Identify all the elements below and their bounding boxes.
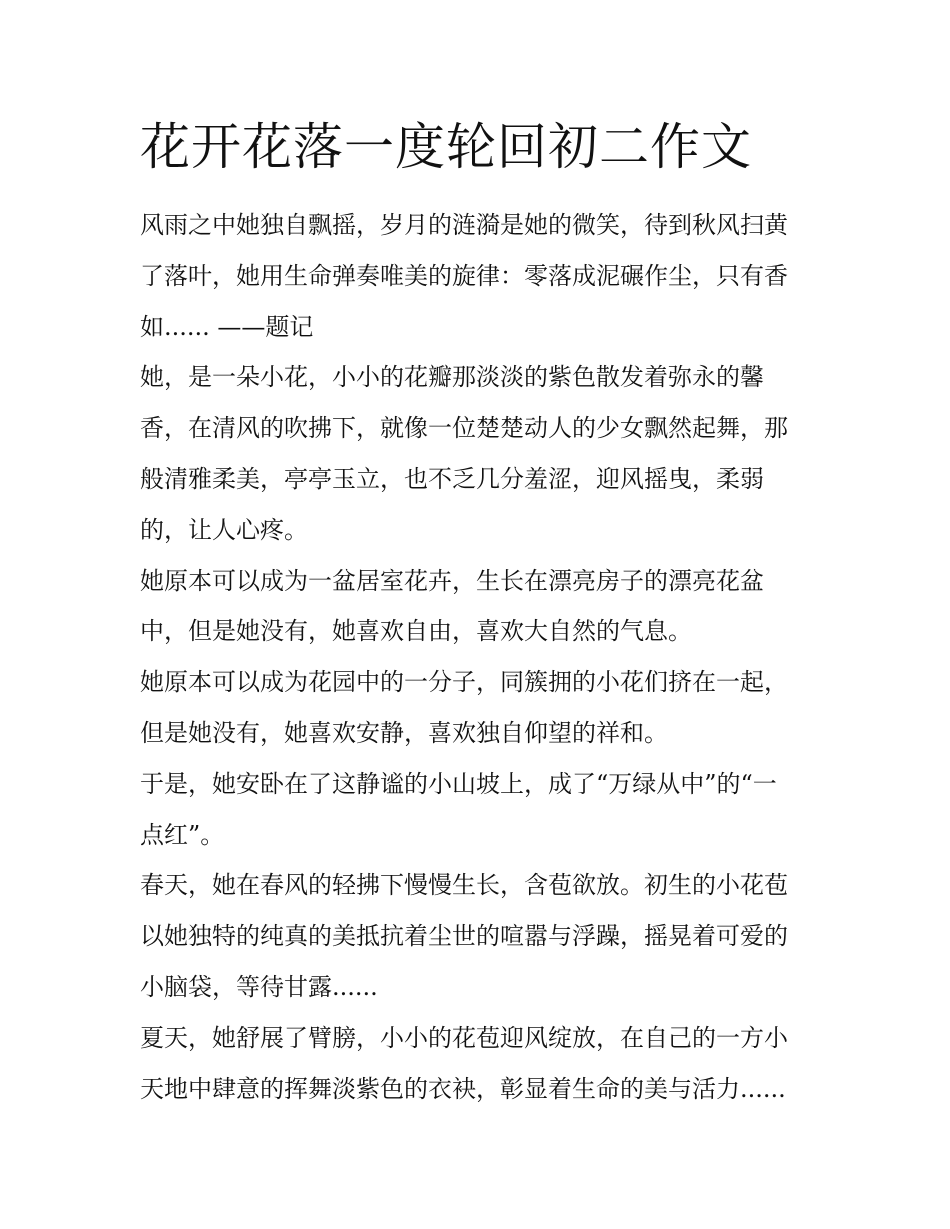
- text-line: 她，是一朵小花，小小的花瓣那淡淡的紫色散发着弥永的馨: [140, 363, 764, 392]
- text-line: 她原本可以成为花园中的一分子，同簇拥的小花们挤在一起，: [140, 668, 788, 697]
- text-line: 以她独特的纯真的美抵抗着尘世的喧嚣与浮躁，摇晃着可爱的: [140, 922, 788, 951]
- text-line: 夏天，她舒展了臂膀，小小的花苞迎风绽放，在自己的一方小: [140, 1023, 788, 1052]
- text-line: 的，让人心疼。: [140, 515, 308, 544]
- text-line: 于是，她安卧在了这静谧的小山坡上，成了“万绿从中”的“一: [140, 769, 777, 798]
- text-line: 香，在清风的吹拂下，就像一位楚楚动人的少女飘然起舞，那: [140, 414, 788, 443]
- text-line: 中，但是她没有，她喜欢自由，喜欢大自然的气息。: [140, 617, 692, 646]
- text-line: 如...... ——题记: [140, 312, 314, 341]
- text-line: 她原本可以成为一盆居室花卉，生长在漂亮房子的漂亮花盆: [140, 566, 764, 595]
- document-title: 花开花落一度轮回初二作文: [140, 118, 752, 176]
- text-line: 春天，她在春风的轻拂下慢慢生长，含苞欲放。初生的小花苞: [140, 871, 788, 900]
- text-line: 了落叶，她用生命弹奏唯美的旋律：零落成泥碾作尘，只有香: [140, 261, 788, 290]
- text-line: 风雨之中她独自飘摇，岁月的涟漪是她的微笑，待到秋风扫黄: [140, 211, 788, 239]
- text-line: 小脑袋，等待甘露......: [140, 972, 378, 1001]
- text-line: 天地中肆意的挥舞淡紫色的衣袂，彰显着生命的美与活力......: [140, 1074, 786, 1103]
- essay-body: [140, 200, 830, 1114]
- text-line: 点红”。: [140, 820, 225, 849]
- text-line: 般清雅柔美，亭亭玉立，也不乏几分羞涩，迎风摇曳，柔弱: [140, 464, 764, 493]
- text-line: 但是她没有，她喜欢安静，喜欢独自仰望的祥和。: [140, 718, 668, 747]
